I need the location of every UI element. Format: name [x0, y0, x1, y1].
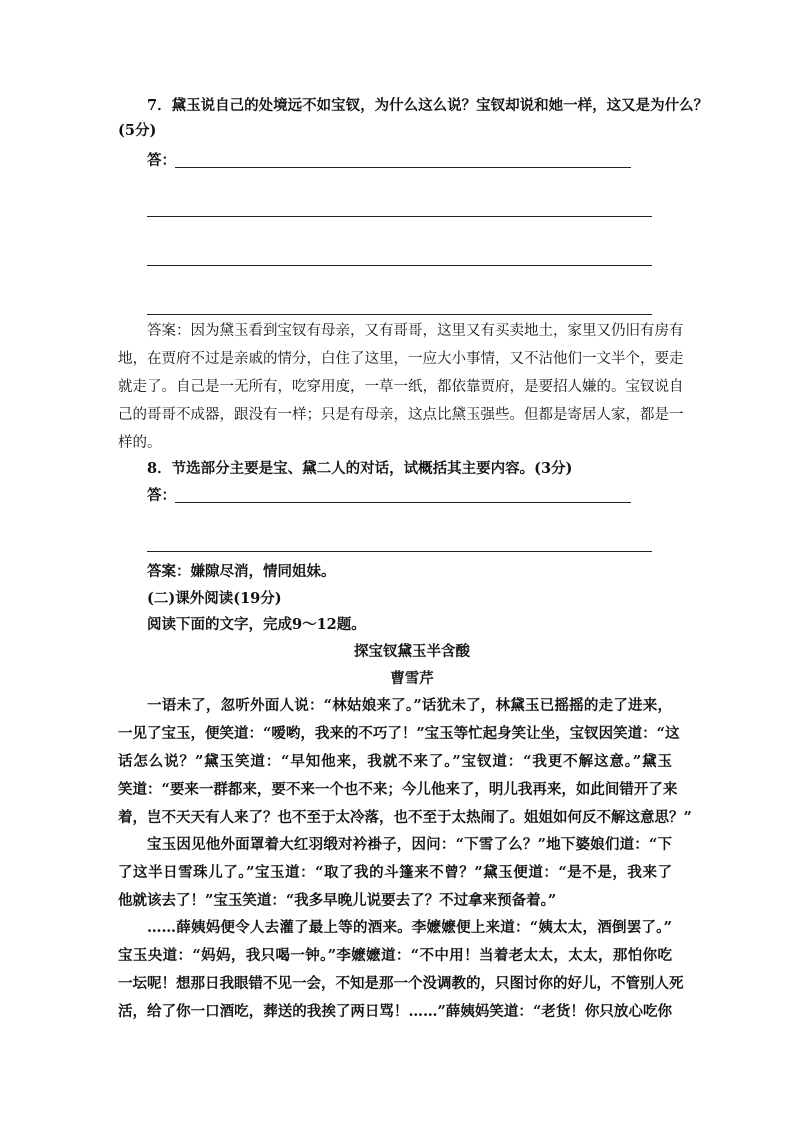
section-instruction: 阅读下面的文字，完成9～12题。	[147, 616, 366, 633]
question-7-line-2: (5分)	[118, 122, 157, 139]
passage-title: 探宝钗黛玉半含酸	[354, 643, 470, 660]
passage-line: 话怎么说？”黛玉笑道：“早知他来，我就不来了。”宝钗道：“我更不解这意。”黛玉	[118, 753, 672, 770]
q7-solution-line: 己的哥哥不成器，跟没有一样；只是有母亲，这点比黛玉强些。但都是寄居人家，都是一	[118, 407, 684, 423]
answer-line	[147, 314, 652, 315]
answer-line	[147, 551, 652, 552]
passage-line: 一见了宝玉，便笑道：“嗳哟，我来的不巧了！”宝玉等忙起身笑让坐，宝钗因笑道：“这	[118, 725, 680, 742]
answer-line	[175, 167, 631, 168]
passage-line: 着，岂不天天有人来了？也不至于太冷落，也不至于太热闹了。姐姐如何反不解这意思？”	[118, 809, 692, 826]
passage-line: 了这半日雪珠儿了。”宝玉道：“取了我的斗篷来不曾？”黛玉便道：“是不是，我来了	[118, 864, 672, 881]
passage-line: 宝玉央道：“妈妈，我只喝一钟。”李嬷嬷道：“不中用！当着老太太，太太，那怕你吃	[118, 947, 672, 964]
answer-line	[147, 216, 652, 217]
passage-line: 一坛呢！想那日我眼错不见一会，不知是那一个没调教的，只图讨你的好儿，不管别人死	[118, 975, 684, 992]
q7-solution-line: 就走了。自己是一无所有，吃穿用度，一草一纸，都依靠贾府，是要招人嫌的。宝钗说自	[118, 379, 684, 395]
passage-author: 曹雪芹	[390, 670, 434, 687]
q8-solution: 答案：嫌隙尽消，情同姐妹。	[147, 563, 336, 580]
q7-solution-line: 答案：因为黛玉看到宝钗有母亲，又有哥哥，这里又有买卖地土，家里又仍旧有房有	[147, 323, 684, 339]
passage-line: 活，给了你一口酒吃，葬送的我挨了两日骂！……”薛姨妈笑道：“老货！你只放心吃你	[118, 1003, 672, 1020]
passage-line: 一语未了，忽听外面人说：“林姑娘来了。”话犹未了，林黛玉已摇摇的走了进来，	[147, 697, 672, 714]
section-heading: (二)课外阅读(19分)	[147, 590, 282, 607]
passage-line: 宝玉因见他外面罩着大红羽缎对衿褂子，因问：“下雪了么？”地下婆娘们道：“下	[147, 836, 672, 853]
answer-line	[147, 265, 652, 266]
passage-line: ……薛姨妈便令人去灌了最上等的酒来。李嬷嬷便上来道：“姨太太，酒倒罢了。”	[147, 919, 672, 936]
question-7-answer-label: 答：	[147, 152, 176, 169]
passage-line: 他就该去了！”宝玉笑道：“我多早晚儿说要去了？不过拿来预备着。”	[118, 892, 557, 909]
q7-solution-line: 样的。	[118, 435, 162, 451]
q7-solution-line: 地，在贾府不过是亲戚的情分，白住了这里，一应大小事情，又不沾他们一文半个，要走	[118, 351, 684, 367]
question-8-answer-label: 答：	[147, 487, 176, 504]
answer-line	[175, 502, 631, 503]
question-8: 8．节选部分主要是宝、黛二人的对话，试概括其主要内容。(3分)	[147, 460, 573, 477]
question-7-line-1: 7．黛玉说自己的处境远不如宝钗，为什么这么说？宝钗却说和她一样，这又是为什么？	[147, 97, 709, 114]
passage-line: 笑道：“要来一群都来，要不来一个也不来；今儿他来了，明儿我再来，如此间错开了来	[118, 781, 678, 798]
